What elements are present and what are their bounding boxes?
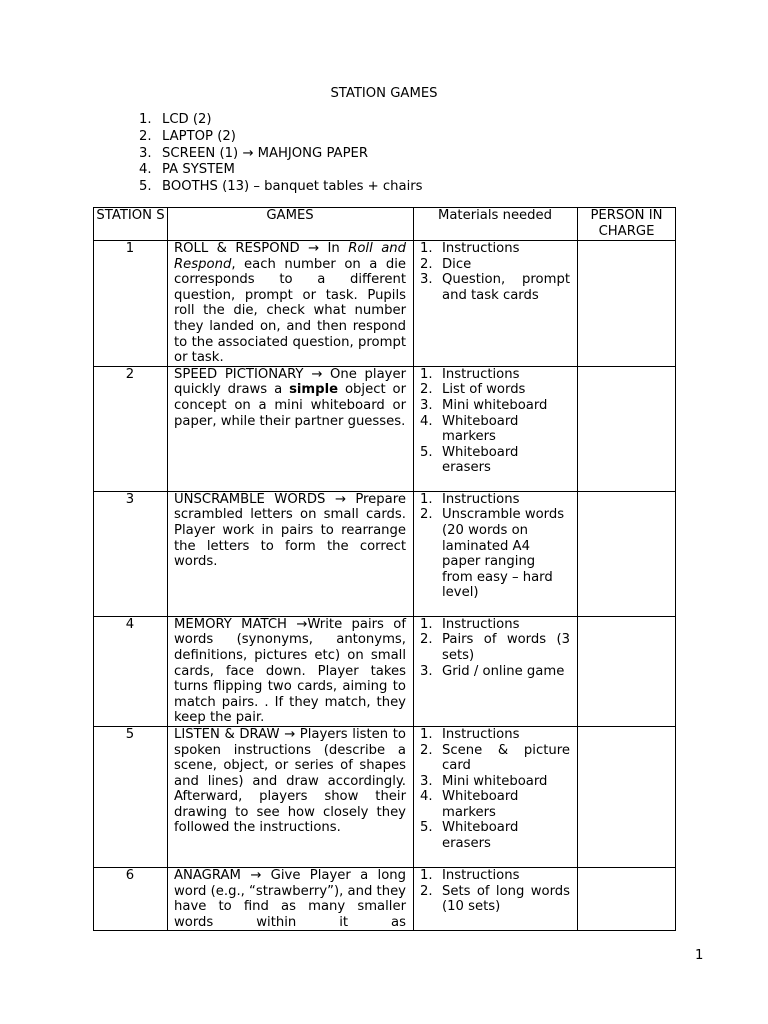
material-text: Mini whiteboard <box>442 397 548 413</box>
material-text: Instructions <box>442 616 520 632</box>
table-row <box>94 616 676 726</box>
list-number: 1. <box>420 867 433 883</box>
list-number: 2. <box>420 632 433 648</box>
person-in-charge-cell <box>578 616 676 726</box>
list-item <box>420 382 570 398</box>
list-number: 2. <box>420 382 433 398</box>
list-number: 2. <box>139 128 152 144</box>
material-text: Sets of long words (10 sets) <box>442 883 570 915</box>
list-number: 2. <box>420 883 433 899</box>
list-number: 5. <box>420 444 433 460</box>
material-text: Whiteboard markers <box>442 413 519 445</box>
list-item <box>420 492 570 508</box>
list-item <box>420 367 570 383</box>
list-item <box>139 112 423 129</box>
materials-cell <box>414 366 578 491</box>
list-number: 1. <box>139 112 152 127</box>
material-text: Dice <box>442 256 472 272</box>
station-number: 2 <box>94 366 168 491</box>
game-text: , each number on a die corresponds to a different question, prompt or task. Pupils roll the die, check what number they landed on, and then respond to the associated question, prompt or task. <box>174 256 406 366</box>
station-number: 3 <box>94 491 168 616</box>
material-text: Instructions <box>442 366 520 382</box>
materials-cell <box>414 867 578 930</box>
list-item <box>420 664 570 680</box>
station-games-table <box>93 207 676 931</box>
header-games: GAMES <box>168 208 414 241</box>
game-description <box>168 726 414 867</box>
list-item <box>420 632 570 663</box>
station-number: 6 <box>94 867 168 930</box>
material-text: Mini whiteboard <box>442 773 548 789</box>
game-description <box>168 241 414 367</box>
material-text: Whiteboard erasers <box>442 820 519 852</box>
list-item <box>420 398 570 414</box>
game-description <box>168 867 414 930</box>
game-text: SPEED PICTIONARY → One player quickly draws a <box>174 366 406 398</box>
list-item <box>420 507 570 601</box>
game-text: object or concept on a mini whiteboard or paper, while their partner guesses. <box>174 382 407 429</box>
page-title: STATION GAMES <box>330 86 438 101</box>
list-number: 3. <box>420 773 433 789</box>
game-text: ROLL & RESPOND → In <box>174 241 349 256</box>
list-number: 3. <box>420 397 433 413</box>
material-text: Unscramble words (20 words on laminated A4 paper ranging from easy – hard level) <box>442 507 565 601</box>
list-item <box>420 774 570 790</box>
game-text-italic: Roll and Respond <box>174 241 407 272</box>
list-number: 1. <box>420 491 433 507</box>
material-text: List of words <box>442 382 526 398</box>
material-text: Whiteboard markers <box>442 789 519 820</box>
list-number: 3. <box>420 663 433 679</box>
list-number: 4. <box>420 789 433 805</box>
list-number: 1. <box>420 366 433 382</box>
list-text: SCREEN (1) → MAHJONG PAPER <box>162 145 369 161</box>
list-item <box>139 129 423 146</box>
game-text: UNSCRAMBLE WORDS → Prepare scrambled letters on small cards. Player work in pairs to rearrange the letters to form the correct words. <box>174 491 406 570</box>
station-number: 1 <box>94 241 168 367</box>
list-number: 1. <box>420 241 433 256</box>
list-text: PA SYSTEM <box>162 162 235 178</box>
person-in-charge-cell <box>578 726 676 867</box>
game-text-bold: simple <box>289 382 339 398</box>
material-text: Instructions <box>442 726 520 742</box>
list-item <box>420 257 570 273</box>
material-text: Scene & picture card <box>442 742 570 774</box>
list-number: 1. <box>420 726 433 742</box>
material-text: Instructions <box>442 491 520 507</box>
person-in-charge-cell <box>578 491 676 616</box>
list-number: 5. <box>420 820 433 836</box>
material-text: Pairs of words (3 sets) <box>442 632 570 663</box>
list-item <box>420 789 570 820</box>
table-row <box>94 241 676 367</box>
header-station: STATION S <box>94 208 168 241</box>
list-item <box>420 743 570 774</box>
material-text: Question, prompt and task cards <box>442 272 570 303</box>
page-number: 1 <box>695 948 704 963</box>
material-text: Whiteboard erasers <box>442 444 519 476</box>
list-number: 1. <box>420 616 433 632</box>
station-number: 4 <box>94 616 168 726</box>
list-number: 4. <box>139 162 152 178</box>
header-materials: Materials needed <box>414 208 578 241</box>
game-description <box>168 491 414 616</box>
person-in-charge-cell <box>578 366 676 491</box>
list-item <box>420 445 570 476</box>
header-person: PERSON IN CHARGE <box>578 208 676 241</box>
list-number: 3. <box>420 272 433 288</box>
game-text: ANAGRAM → Give Player a long word (e.g., “strawberry”), and they have to find as many smaller words within it as <box>174 867 406 930</box>
material-text: Instructions <box>442 241 520 256</box>
list-item <box>420 868 570 884</box>
material-text: Instructions <box>442 867 520 883</box>
game-text: LISTEN & DRAW → Players listen to spoken instructions (describe a scene, object, or series of shapes and lines) and draw accordingly. Afterward, players show their drawing to see how closely they followed the instructions. <box>174 726 406 836</box>
list-item <box>420 241 570 257</box>
person-in-charge-cell <box>578 867 676 930</box>
list-item <box>139 179 423 196</box>
game-description <box>168 616 414 726</box>
list-text: LCD (2) <box>162 112 212 127</box>
list-item <box>420 617 570 633</box>
material-text: Grid / online game <box>442 663 565 679</box>
materials-cell <box>414 616 578 726</box>
list-text: LAPTOP (2) <box>162 128 236 144</box>
game-description <box>168 366 414 491</box>
list-number: 3. <box>139 145 152 161</box>
list-number: 2. <box>420 507 433 523</box>
list-item <box>139 162 423 179</box>
materials-cell <box>414 241 578 367</box>
list-item <box>420 414 570 445</box>
station-number: 5 <box>94 726 168 867</box>
table-row <box>94 726 676 867</box>
requirements-list <box>139 112 423 196</box>
game-text: MEMORY MATCH →Write pairs of words (synonyms, antonyms, definitions, pictures etc) on small cards, face down. Player takes turns flipping two cards, aiming to match pairs. . If they match, they keep the pair. <box>174 616 406 726</box>
list-item <box>420 727 570 743</box>
materials-cell <box>414 491 578 616</box>
list-number: 4. <box>420 413 433 429</box>
list-item <box>420 820 570 851</box>
table-row <box>94 366 676 491</box>
table-header-row <box>94 208 676 241</box>
materials-cell <box>414 726 578 867</box>
list-item <box>420 884 570 915</box>
list-number: 2. <box>420 742 433 758</box>
list-number: 2. <box>420 256 433 272</box>
table-row <box>94 491 676 616</box>
person-in-charge-cell <box>578 241 676 367</box>
table-row <box>94 867 676 930</box>
list-text: BOOTHS (13) – banquet tables + chairs <box>162 179 423 195</box>
list-item <box>420 272 570 303</box>
list-item <box>139 146 423 163</box>
list-number: 5. <box>139 179 152 195</box>
